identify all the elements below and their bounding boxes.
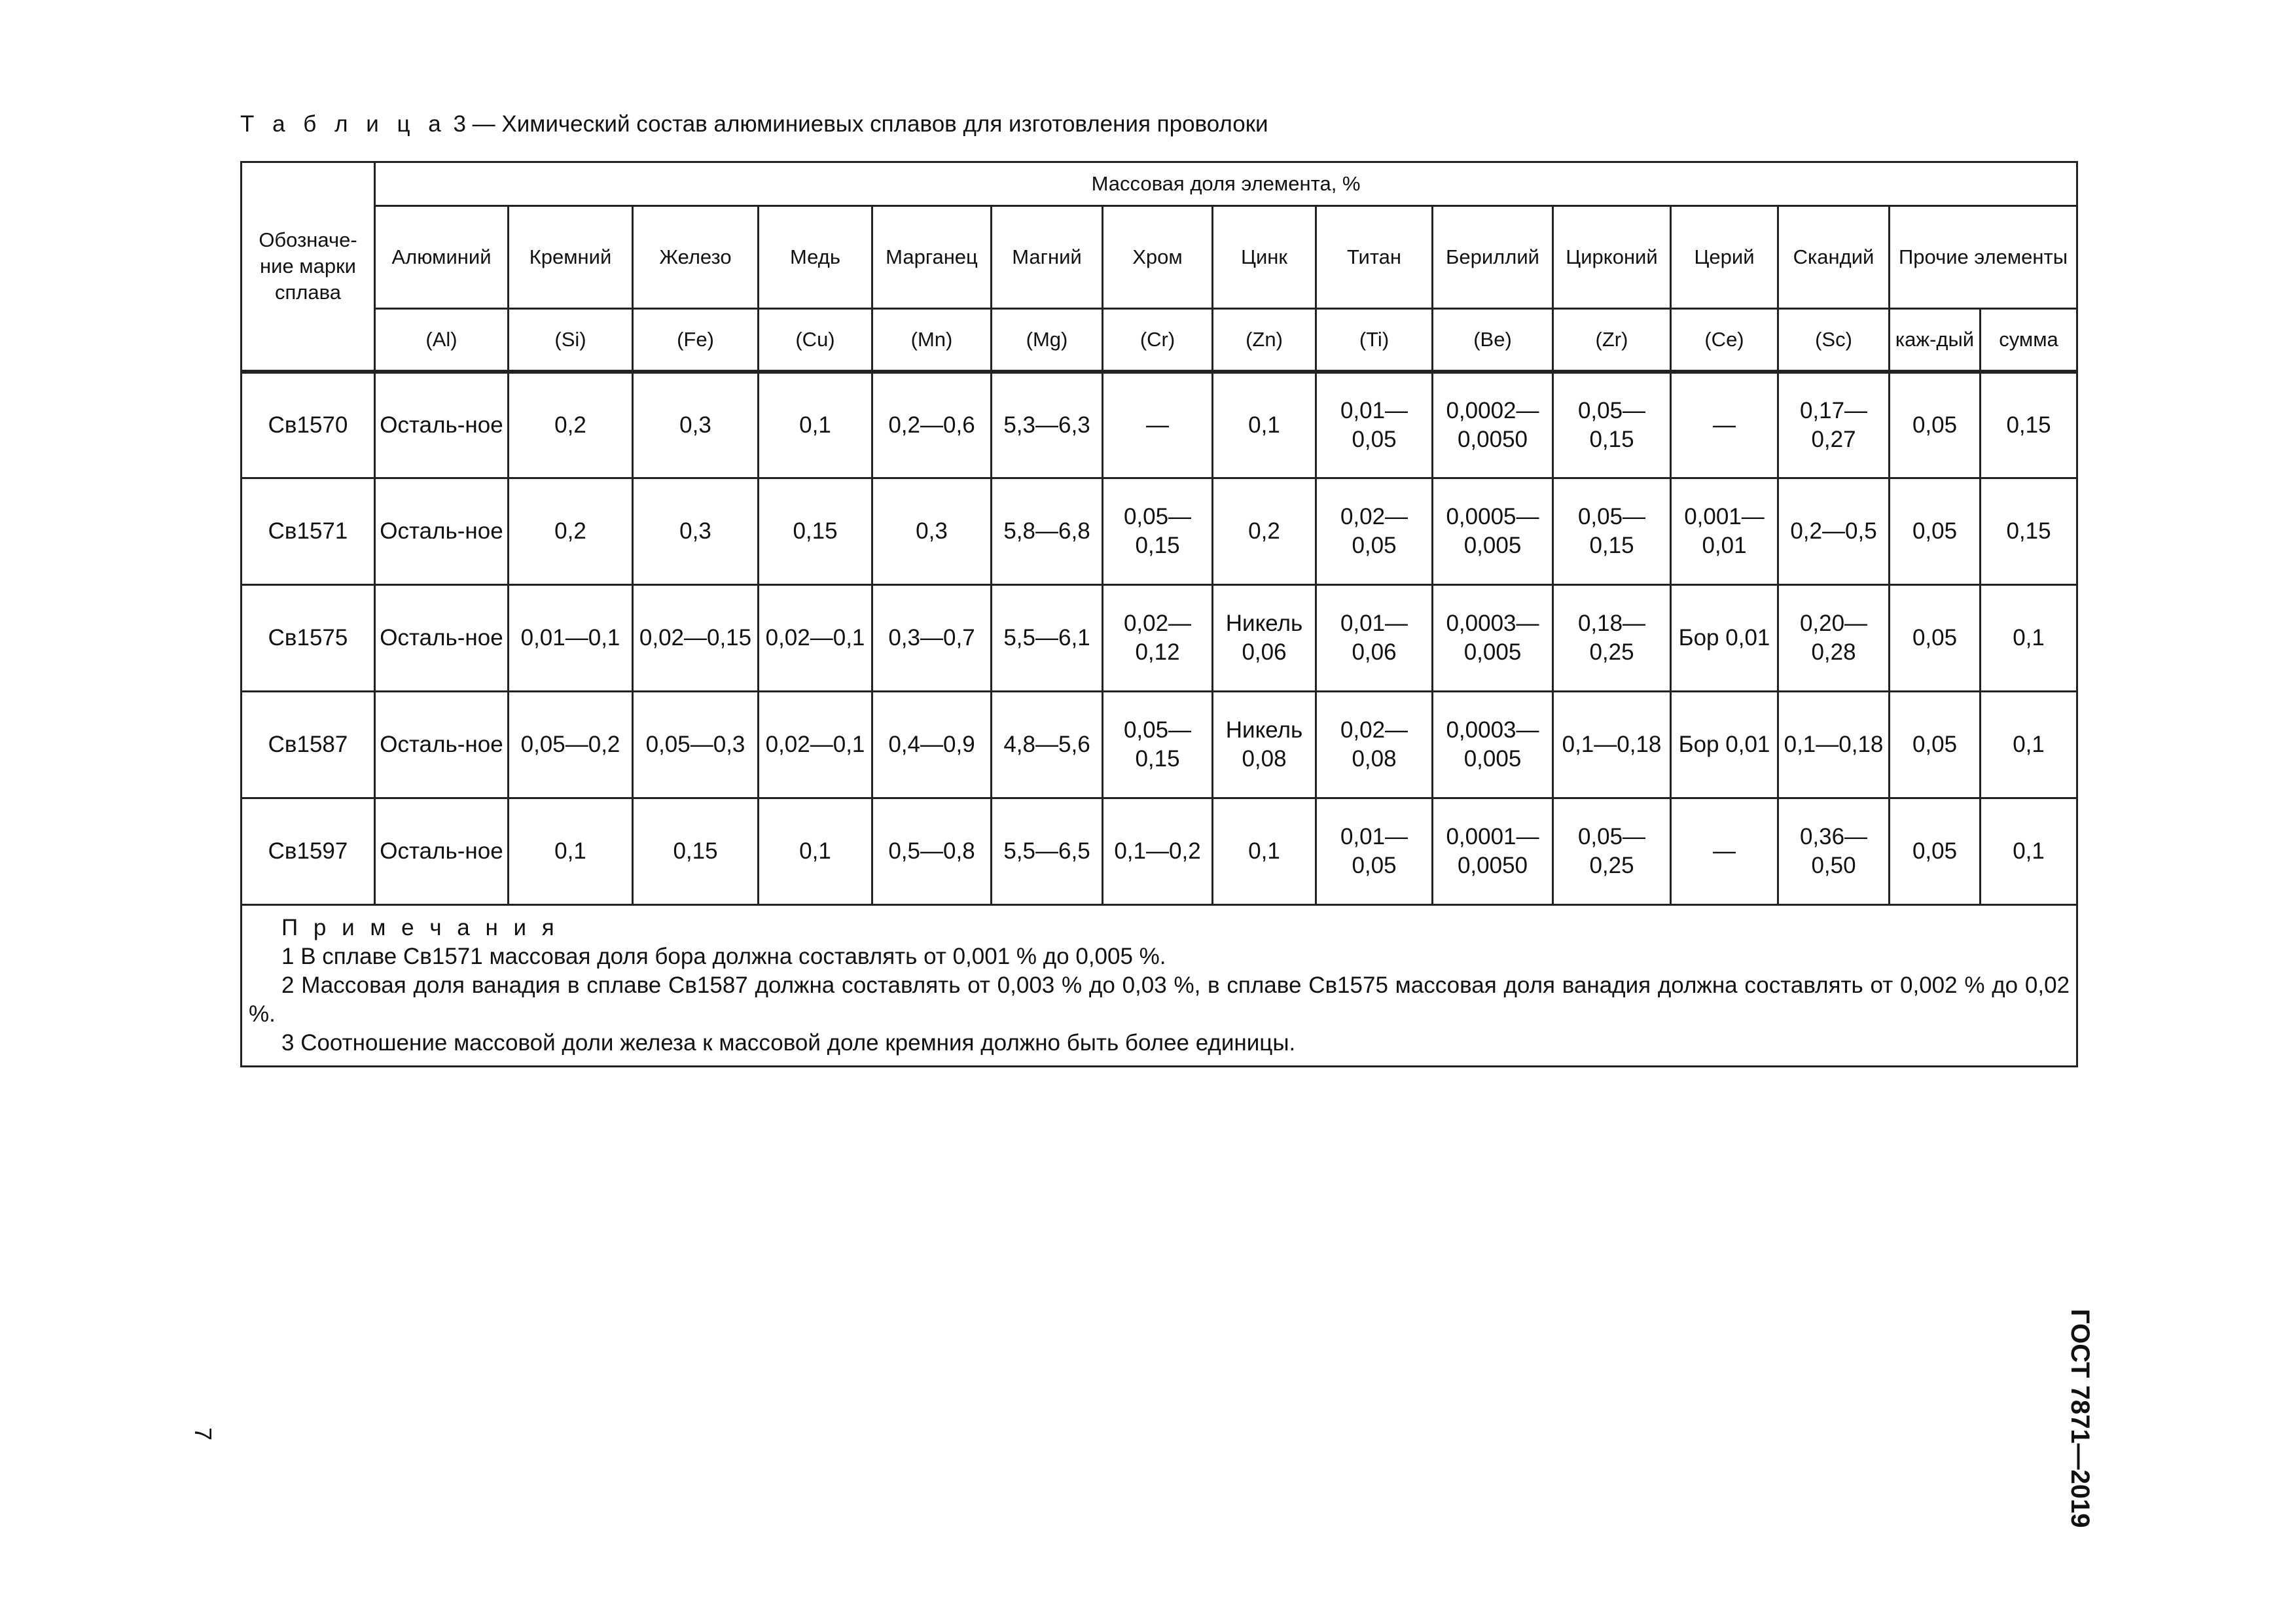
element-name-be: Бериллий: [1433, 206, 1553, 309]
composition-cell: 0,01—0,05: [1316, 373, 1433, 478]
table-row: [242, 373, 2077, 478]
composition-cell: 5,5—6,1: [992, 585, 1103, 692]
element-symbol-ti: (Ti): [1316, 309, 1433, 371]
element-name-cr: Хром: [1103, 206, 1213, 309]
composition-cell: 0,0005—0,005: [1433, 478, 1553, 585]
composition-cell: Осталь-ное: [375, 692, 509, 798]
other-elements-header: Прочие элементы: [1890, 206, 2077, 309]
composition-cell: Осталь-ное: [375, 478, 509, 585]
composition-cell: Никель 0,08: [1213, 692, 1316, 798]
composition-cell: —: [1671, 798, 1778, 905]
element-name-zr: Цирконий: [1553, 206, 1671, 309]
composition-cell: 0,2—0,5: [1778, 478, 1890, 585]
element-name-fe: Железо: [633, 206, 759, 309]
composition-cell: 0,4—0,9: [872, 692, 992, 798]
table-row: [242, 585, 2077, 692]
composition-cell: Бор 0,01: [1671, 692, 1778, 798]
element-name-cu: Медь: [759, 206, 872, 309]
grade-cell: Св1597: [242, 798, 375, 905]
grade-cell: Св1570: [242, 373, 375, 478]
composition-cell: 0,02—0,12: [1103, 585, 1213, 692]
composition-cell: 0,1: [1213, 798, 1316, 905]
table-row: [242, 692, 2077, 798]
composition-cell: 0,0003—0,005: [1433, 585, 1553, 692]
composition-cell: 4,8—5,6: [992, 692, 1103, 798]
composition-cell: 0,1: [1213, 373, 1316, 478]
composition-cell: Бор 0,01: [1671, 585, 1778, 692]
composition-cell: 0,1: [1981, 692, 2077, 798]
element-symbol-cu: (Cu): [759, 309, 872, 371]
composition-cell: 0,3—0,7: [872, 585, 992, 692]
element-symbol-zr: (Zr): [1553, 309, 1671, 371]
table-row: [242, 478, 2077, 585]
element-symbol-si: (Si): [509, 309, 633, 371]
composition-cell: Осталь-ное: [375, 798, 509, 905]
composition-cell: 0,1: [509, 798, 633, 905]
composition-cell: 0,05—0,3: [633, 692, 759, 798]
table-caption-text: 3 — Химический состав алюминиевых сплавов для изготовления проволоки: [446, 111, 1268, 137]
composition-cell: 0,15: [759, 478, 872, 585]
element-name-ce: Церий: [1671, 206, 1778, 309]
composition-cell: 0,36—0,50: [1778, 798, 1890, 905]
composition-cell: 5,5—6,5: [992, 798, 1103, 905]
composition-cell: 0,05—0,15: [1553, 373, 1671, 478]
document-designation: ГОСТ 7871—2019: [2066, 1309, 2094, 1528]
alloy-composition-table: [240, 161, 2078, 1067]
composition-cell: 0,3: [633, 478, 759, 585]
composition-cell: 0,1: [759, 798, 872, 905]
composition-cell: 0,0003—0,005: [1433, 692, 1553, 798]
composition-cell: 0,05—0,2: [509, 692, 633, 798]
composition-cell: 0,05: [1890, 373, 1981, 478]
composition-cell: 0,05: [1890, 798, 1981, 905]
composition-cell: 0,3: [872, 478, 992, 585]
composition-cell: 0,0002—0,0050: [1433, 373, 1553, 478]
table-caption: [240, 110, 1268, 139]
grade-column-header: Обозначе-ние марки сплава: [242, 162, 375, 371]
composition-cell: 0,1: [759, 373, 872, 478]
composition-cell: 0,05: [1890, 478, 1981, 585]
composition-cell: 0,01—0,05: [1316, 798, 1433, 905]
composition-cell: 0,001—0,01: [1671, 478, 1778, 585]
element-name-ti: Титан: [1316, 206, 1433, 309]
composition-cell: —: [1671, 373, 1778, 478]
composition-cell: 0,2—0,6: [872, 373, 992, 478]
element-symbol-mn: (Mn): [872, 309, 992, 371]
mass-fraction-group-header: Массовая доля элемента, %: [375, 162, 2077, 206]
composition-cell: 0,05—0,25: [1553, 798, 1671, 905]
composition-cell: 0,05—0,15: [1103, 692, 1213, 798]
element-name-sc: Скандий: [1778, 206, 1890, 309]
composition-cell: 0,05: [1890, 585, 1981, 692]
composition-cell: 0,05: [1890, 692, 1981, 798]
composition-cell: 0,20—0,28: [1778, 585, 1890, 692]
element-name-si: Кремний: [509, 206, 633, 309]
table-notes: [242, 905, 2077, 1067]
element-symbol-cr: (Cr): [1103, 309, 1213, 371]
composition-cell: 0,05—0,15: [1103, 478, 1213, 585]
composition-cell: 0,15: [633, 798, 759, 905]
element-symbol-sc: (Sc): [1778, 309, 1890, 371]
grade-cell: Св1587: [242, 692, 375, 798]
element-name-mn: Марганец: [872, 206, 992, 309]
composition-cell: 0,02—0,15: [633, 585, 759, 692]
note-item: 1 В сплаве Св1571 массовая доля бора должна составлять от 0,001 % до 0,005 %.: [281, 944, 1166, 969]
other-each-header: каж-дый: [1890, 309, 1981, 371]
note-item: 2 Массовая доля ванадия в сплаве Св1587 должна составлять от 0,003 % до 0,03 %, в сплаве Св1575 массовая доля ванадия должна составлять от 0,002 % до 0,02 %.: [249, 972, 2070, 1027]
composition-cell: 5,3—6,3: [992, 373, 1103, 478]
element-name-mg: Магний: [992, 206, 1103, 309]
composition-cell: 0,18—0,25: [1553, 585, 1671, 692]
element-symbol-al: (Al): [375, 309, 509, 371]
composition-cell: 0,2: [509, 478, 633, 585]
composition-cell: 0,1—0,18: [1778, 692, 1890, 798]
composition-cell: 0,02—0,05: [1316, 478, 1433, 585]
composition-cell: —: [1103, 373, 1213, 478]
grade-cell: Св1575: [242, 585, 375, 692]
element-symbol-zn: (Zn): [1213, 309, 1316, 371]
element-symbol-be: (Be): [1433, 309, 1553, 371]
other-sum-header: сумма: [1981, 309, 2077, 371]
element-symbol-mg: (Mg): [992, 309, 1103, 371]
composition-cell: 0,02—0,08: [1316, 692, 1433, 798]
element-name-al: Алюминий: [375, 206, 509, 309]
composition-cell: 0,02—0,1: [759, 692, 872, 798]
composition-cell: 0,1: [1981, 585, 2077, 692]
notes-title: П р и м е ч а н и я: [281, 915, 559, 940]
composition-cell: 0,2: [1213, 478, 1316, 585]
composition-cell: 0,15: [1981, 478, 2077, 585]
composition-cell: 0,1—0,2: [1103, 798, 1213, 905]
composition-cell: 0,02—0,1: [759, 585, 872, 692]
element-symbol-fe: (Fe): [633, 309, 759, 371]
composition-cell: 0,17—0,27: [1778, 373, 1890, 478]
grade-cell: Св1571: [242, 478, 375, 585]
page-number: 7: [190, 1427, 217, 1441]
composition-cell: 0,01—0,1: [509, 585, 633, 692]
composition-cell: 0,05—0,15: [1553, 478, 1671, 585]
element-symbol-ce: (Ce): [1671, 309, 1778, 371]
table-row: [242, 798, 2077, 905]
composition-cell: Осталь-ное: [375, 373, 509, 478]
composition-cell: Никель 0,06: [1213, 585, 1316, 692]
composition-cell: Осталь-ное: [375, 585, 509, 692]
composition-cell: 0,5—0,8: [872, 798, 992, 905]
table-caption-label: Т а б л и ц а: [240, 111, 447, 137]
composition-cell: 0,3: [633, 373, 759, 478]
composition-cell: 0,2: [509, 373, 633, 478]
note-item: 3 Соотношение массовой доли железа к массовой доле кремния должно быть более единицы.: [281, 1030, 1296, 1056]
element-name-zn: Цинк: [1213, 206, 1316, 309]
composition-cell: 0,15: [1981, 373, 2077, 478]
composition-cell: 0,1—0,18: [1553, 692, 1671, 798]
composition-cell: 0,0001—0,0050: [1433, 798, 1553, 905]
composition-cell: 0,1: [1981, 798, 2077, 905]
composition-cell: 5,8—6,8: [992, 478, 1103, 585]
composition-cell: 0,01—0,06: [1316, 585, 1433, 692]
